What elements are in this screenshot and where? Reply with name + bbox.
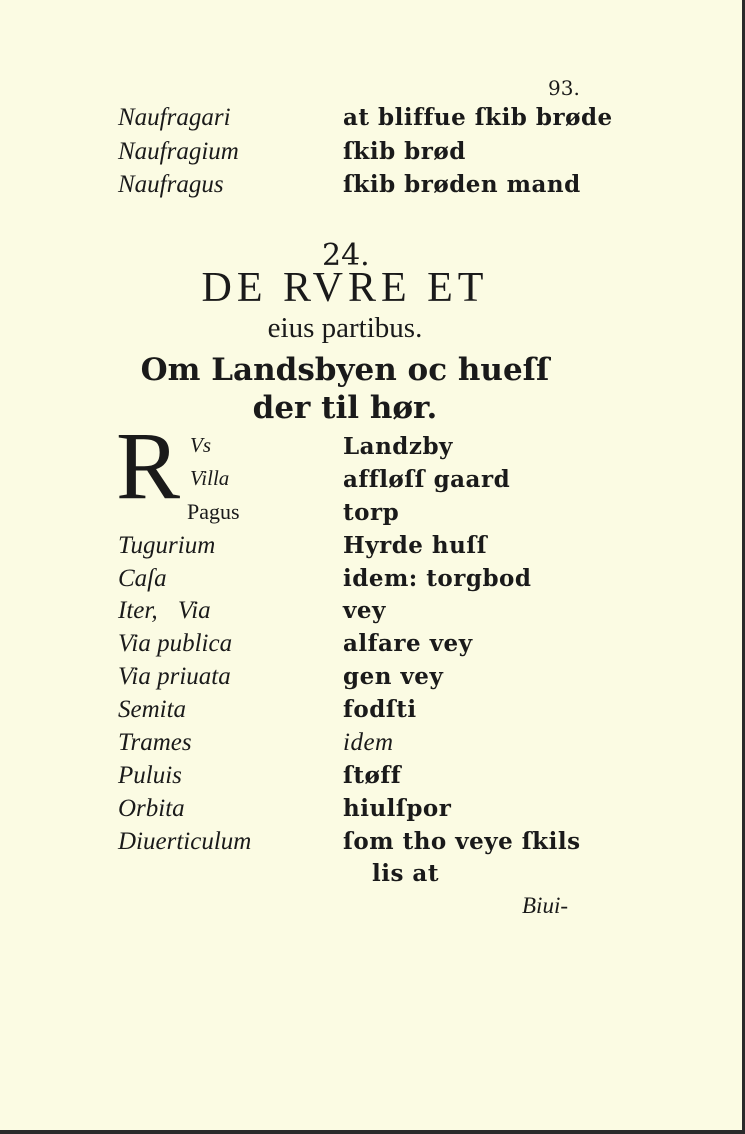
section-subtitle-latin: eius partibus. [267, 312, 423, 344]
section-title-latin: DE RVRE ET [201, 265, 489, 311]
danish-term: hiulſpor [343, 795, 452, 822]
latin-term: Pagus [187, 499, 240, 524]
danish-term: alfare vey [343, 630, 473, 657]
latin-term: Puluis [118, 762, 182, 789]
danish-term: Hyrde huſſ [343, 532, 488, 559]
danish-term: Landzby [343, 433, 453, 460]
latin-term: Naufragari [118, 104, 231, 131]
latin-term: Trames [118, 729, 192, 756]
danish-term: vey [343, 597, 386, 624]
drop-cap: R [116, 412, 181, 519]
section-subtitle-danish: der til hør. [252, 390, 438, 426]
latin-term: Diuerticulum [118, 828, 252, 855]
danish-continuation: lis at [372, 860, 439, 887]
danish-term: gen vey [343, 663, 444, 690]
danish-term: torp [343, 499, 400, 526]
danish-term: idem: torgbod [343, 565, 532, 592]
danish-term: ſkib brød [343, 138, 466, 165]
latin-term: Iter, Via [118, 597, 211, 624]
latin-term: Vs [190, 433, 211, 457]
danish-term: idem [343, 729, 394, 756]
danish-term: affløſſ gaard [343, 466, 511, 493]
latin-term: Caſa [118, 565, 167, 592]
latin-term: Naufragus [118, 171, 224, 198]
section-number: 24. [322, 238, 370, 273]
danish-term: ſtøff [343, 762, 402, 789]
danish-term: ſom tho veye ſkils [343, 828, 581, 855]
page-number: 93. [548, 76, 580, 100]
latin-term: Naufragium [118, 138, 239, 165]
latin-term: Orbita [118, 795, 185, 822]
section-title-danish: Om Landsbyen oc hueſſ [140, 352, 550, 388]
catchword: Biui- [522, 893, 568, 918]
danish-term: ſkib brøden mand [343, 171, 581, 198]
latin-term: Villa [190, 466, 230, 490]
scan-border [0, 1130, 745, 1134]
danish-term: at bliffue ſkib brøde [343, 104, 613, 131]
latin-term: Tugurium [118, 532, 216, 559]
danish-term: fodſti [343, 696, 417, 723]
latin-term: Via publica [118, 630, 233, 657]
latin-term: Semita [118, 696, 187, 723]
latin-term: Via priuata [118, 663, 231, 690]
